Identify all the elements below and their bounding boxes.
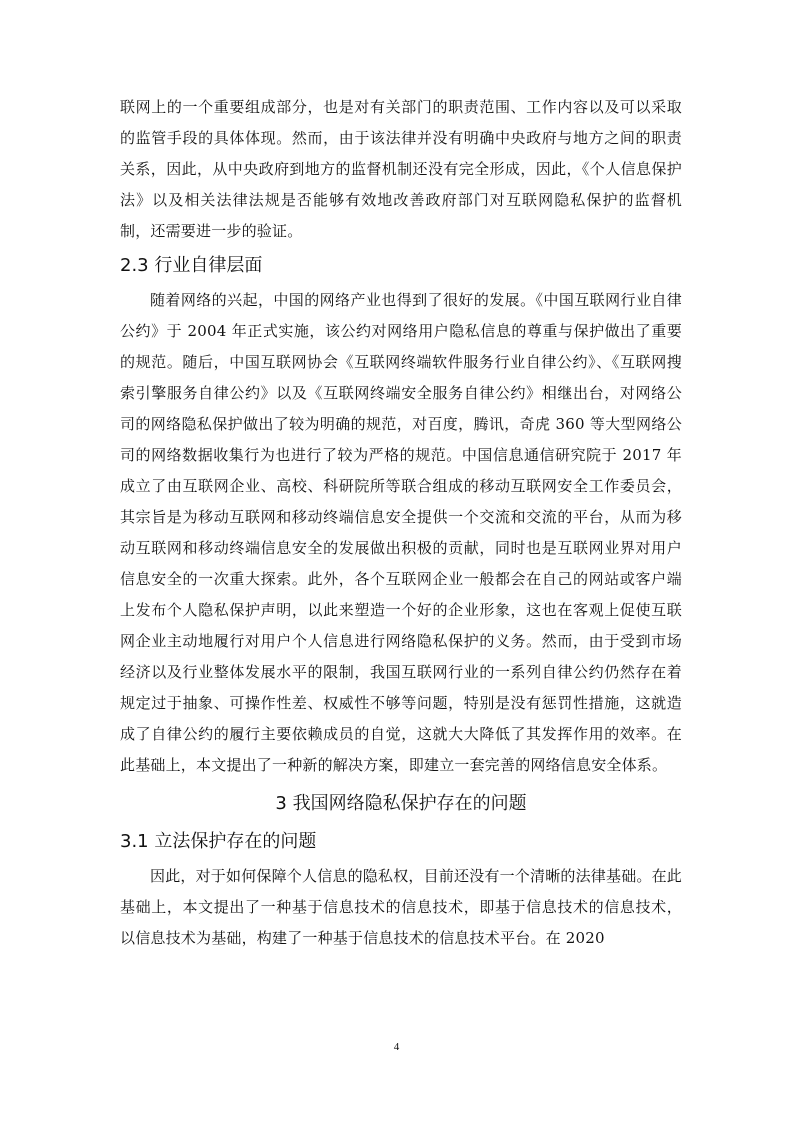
section-heading-3-1: 3.1 立法保护存在的问题 <box>120 831 317 852</box>
paragraph-legislative-issues: 因此，对于如何保障个人信息的隐私权，目前还没有一个清晰的法律基础。在此基础上，本文提出了一种基于信息技术的信息技术，即基于信息技术的信息技术，以信息技术为基础，构建了一种基于信息技术的信息技术平台。在 2020 <box>120 867 683 947</box>
paragraph-industry-self-regulation: 随着网络的兴起，中国的网络产业也得到了很好的发展。《中国互联网行业自律公约》于 2004 年正式实施，该公约对网络用户隐私信息的尊重与保护做出了重要的规范。随后，中国互联网协会《互联网终端软件服务行业自律公约》、《互联网搜索引擎服务自律公约》以及《互联网终端安全服务自律公约》相继出台，对网络公司的网络隐私保护做出了较为明确的规范，对百度，腾讯，奇虎 360 等大型网络公司的网络数据收集行为也进行了较为严格的规范。中国信息通信研究院于 2017 年成立了由互联网企业、高校、科研院所等联合组成的移动互联网安全工作委员会，其宗旨是为移动互联网和移动终端信息安全提供一个交流和交流的平台，从而为移动互联网和移动终端信息安全的发展做出积极的贡献，同时也是互联网业界对用户信息安全的一次重大探索。此外，各个互联网企业一般都会在自己的网站或客户端上发布个人隐私保护声明，以此来塑造一个好的企业形象，这也在客观上促使互联网企业主动地履行对用户个人信息进行网络隐私保护的义务。然而，由于受到市场经济以及行业整体发展水平的限制，我国互联网行业的一系列自律公约仍然存在着规定过于抽象、可操作性差、权威性不够等问题，特别是没有惩罚性措施，这就造成了自律公约的履行主要依赖成员的自觉，这就大大降低了其发挥作用的效率。在此基础上，本文提出了一种新的解决方案，即建立一套完善的网络信息安全体系。 <box>120 291 682 774</box>
chapter-heading-3: 3 我国网络隐私保护存在的问题 <box>275 793 527 814</box>
paragraph-continuation: 联网上的一个重要组成部分，也是对有关部门的职责范围、工作内容以及可以采取的监管手段的具体体现。然而，由于该法律并没有明确中央政府与地方之间的职责关系，因此，从中央政府到地方的监督机制还没有完全形成，因此，《个人信息保护法》以及相关法律法规是否能够有效地改善政府部门对互联网隐私保护的监督机制，还需要进一步的验证。 <box>120 98 682 240</box>
page-number: 4 <box>393 1041 400 1053</box>
page-content <box>120 92 682 954</box>
section-heading-2-3: 2.3 行业自律层面 <box>120 255 263 276</box>
